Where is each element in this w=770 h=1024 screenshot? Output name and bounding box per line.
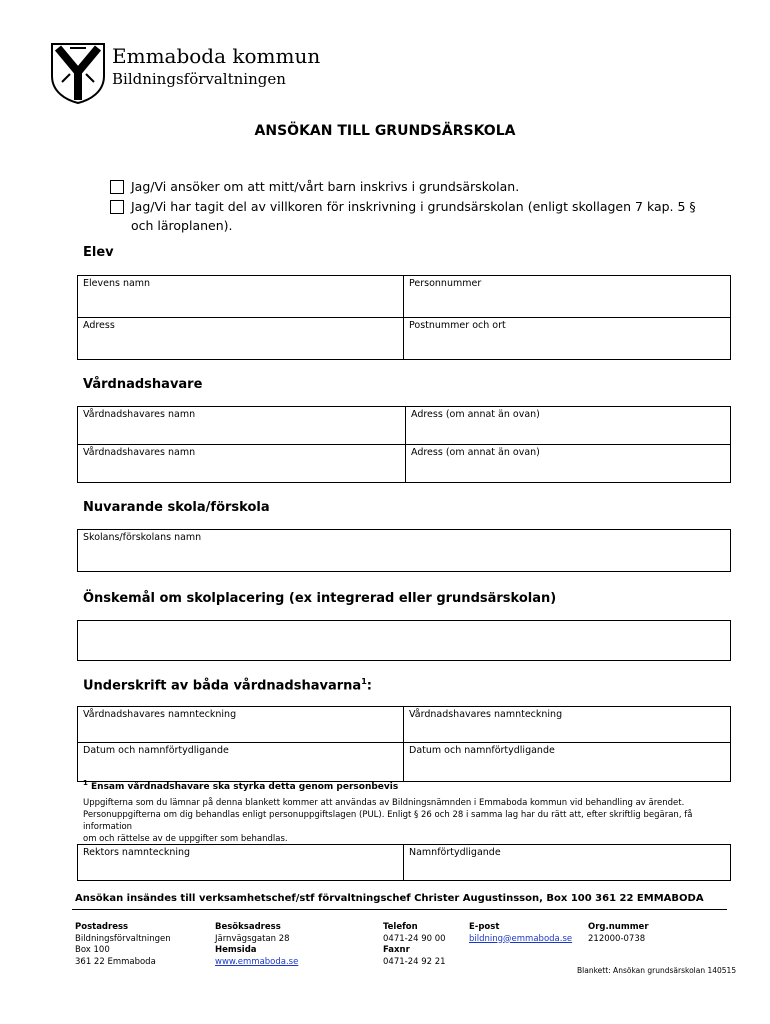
school-table: [77, 529, 731, 572]
page-title: ANSÖKAN TILL GRUNDSÄRSKOLA: [254, 123, 516, 139]
privacy-info: Uppgifterna som du lämnar på denna blankett kommer att användas av Bildningsnämnden i Emmaboda kommun vid behandling av ärendet. Personuppgifterna om dig behandlas enligt personuppgiftslagen (PUL). Enligt § 26 och 28 i samma lag har du rätt att, efter skriftlig begäran, få information om och rättelse av de uppgifter som behandlas.: [83, 798, 693, 844]
footer-postal: Postadress Bildningsförvaltningen Box 100 361 22 Emmaboda: [75, 922, 171, 967]
student-pnr-field[interactable]: Personnummer: [404, 276, 731, 318]
guardian1-date-field[interactable]: Datum och namnförtydligande: [78, 743, 404, 782]
section-heading-signature: Underskrift av båda vårdnadshavarna$^1$:: [83, 677, 372, 694]
apply-option-text: Jag/Vi ansöker om att mitt/vårt barn inskrivs i grundsärskolan.: [131, 179, 520, 194]
footer-org: Org.nummer 212000-0738: [588, 922, 649, 944]
placement-wish-field[interactable]: [78, 621, 731, 661]
footer-divider: [72, 909, 727, 910]
guardian2-name-field[interactable]: Vårdnadshavares namn: [78, 445, 406, 483]
terms-checkbox[interactable]: [110, 200, 124, 214]
guardian2-signature-field[interactable]: Vårdnadshavares namnteckning: [404, 707, 731, 743]
submit-instruction: Ansökan insändes till verksamhetschef/stf förvaltningschef Christer Augustinsson, Box 100 361 22 EMMABODA: [75, 893, 704, 904]
placement-table: [77, 620, 731, 661]
section-heading-school: Nuvarande skola/förskola: [83, 500, 270, 515]
guardian1-name-field[interactable]: Vårdnadshavares namn: [78, 407, 406, 445]
signature-table: [77, 706, 731, 782]
footer-visit: Besöksadress Järnvägsgatan 28 Hemsida www.emmaboda.se: [215, 922, 299, 967]
guardian2-date-field[interactable]: Datum och namnförtydligande: [404, 743, 731, 782]
section-heading-guardians: Vårdnadshavare: [83, 377, 203, 392]
form-id: Blankett: Ansökan grundsärskolan 140515: [577, 966, 737, 975]
footnote-text: $^1$ Ensam vårdnadshavare ska styrka detta genom personbevis: [83, 779, 399, 792]
org-name: Emmaboda kommun: [112, 44, 321, 68]
guardian1-signature-field[interactable]: Vårdnadshavares namnteckning: [78, 707, 404, 743]
guardian1-address-field[interactable]: Adress (om annat än ovan): [406, 407, 731, 445]
terms-option-text-cont: och läroplanen).: [131, 218, 233, 233]
terms-option-text: Jag/Vi har tagit del av villkoren för inskrivning i grundsärskolan (enligt skollagen 7 kap. 5 §: [131, 199, 696, 214]
section-heading-student: Elev: [83, 245, 114, 260]
coat-of-arms-logo: [50, 42, 106, 104]
student-table: [77, 275, 731, 360]
section-heading-placement: Önskemål om skolplacering (ex integrerad eller grundsärskolan): [83, 591, 557, 606]
footer-phone: Telefon 0471-24 90 00 Faxnr 0471-24 92 21: [383, 922, 446, 967]
school-name-field[interactable]: Skolans/förskolans namn: [78, 530, 731, 572]
student-postal-field[interactable]: Postnummer och ort: [404, 318, 731, 360]
student-name-field[interactable]: Elevens namn: [78, 276, 404, 318]
principal-table: [77, 844, 731, 881]
principal-clarification-field[interactable]: Namnförtydligande: [404, 845, 731, 881]
org-subtitle: Bildningsförvaltningen: [112, 70, 286, 88]
footer-email: E-post bildning@emmaboda.se: [469, 922, 573, 944]
email-link[interactable]: bildning@emmaboda.se: [469, 933, 573, 944]
guardians-table: [77, 406, 731, 483]
student-address-field[interactable]: Adress: [78, 318, 404, 360]
apply-checkbox[interactable]: [110, 180, 124, 194]
website-link[interactable]: www.emmaboda.se: [215, 956, 299, 967]
guardian2-address-field[interactable]: Adress (om annat än ovan): [406, 445, 731, 483]
principal-signature-field[interactable]: Rektors namnteckning: [78, 845, 404, 881]
